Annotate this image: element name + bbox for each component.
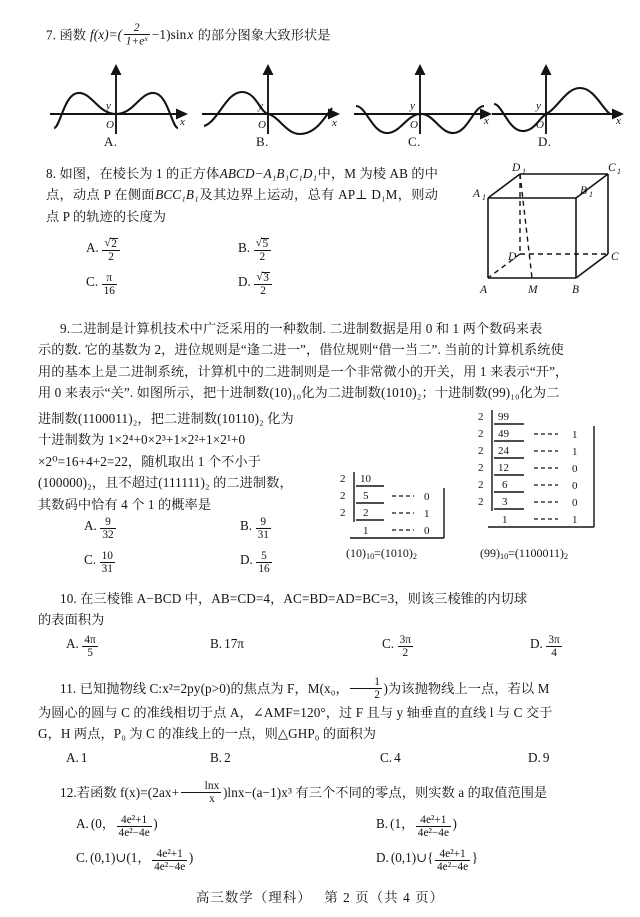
- q8-option-d-value: √ $\frac{3}{2}$: [254, 272, 272, 298]
- q12-option-b[interactable]: [376, 814, 457, 840]
- q11-option-d-label: D.: [528, 750, 541, 765]
- q11-option-a-value: 1: [80, 750, 88, 765]
- q7-graph-a: [44, 62, 192, 140]
- q7-figure-c: [348, 62, 496, 149]
- q7-graph-c: [348, 62, 496, 140]
- q8-face-name: BCC₁B₁: [155, 187, 199, 203]
- question-7-stem: [46, 22, 606, 48]
- q11-option-b-value: 2: [224, 750, 231, 765]
- q7-stem-suffix: 的部分图象大致形状是: [197, 27, 331, 43]
- q8-option-c-label: C.: [86, 274, 99, 289]
- q7-label-b: B.: [256, 134, 269, 149]
- svg-text:1: 1: [424, 508, 430, 520]
- svg-text:M: M: [528, 284, 538, 296]
- q12-option-b-suffix: ): [452, 816, 457, 831]
- q7-graph-b: [196, 62, 344, 140]
- q10-option-d[interactable]: [530, 634, 563, 660]
- q9-option-b-value: $\frac{9}{31}$: [257, 516, 269, 542]
- svg-text:1: 1: [522, 167, 526, 176]
- q8-option-c[interactable]: [86, 272, 238, 298]
- q12-option-b-fraction: $\frac{\text{4e²+1}}{\text{4e²−4e}}$: [417, 814, 449, 840]
- q7-stem-prefix: 函数: [59, 27, 87, 43]
- svg-text:1: 1: [572, 429, 578, 441]
- svg-text:D: D: [508, 251, 517, 263]
- q8-option-d[interactable]: [238, 272, 273, 298]
- q7-label-d: D.: [538, 134, 552, 149]
- q8-option-a[interactable]: [86, 238, 238, 264]
- q9-line-7: ×2⁰=16+4+2=22，随机取出 1 个不小于: [38, 453, 262, 469]
- svg-text:3: 3: [502, 496, 508, 508]
- q9-option-d-value: $\frac{5}{16}$: [258, 550, 270, 576]
- q11-number: 11.: [60, 680, 77, 696]
- svg-text:x: x: [180, 116, 185, 128]
- svg-text:1: 1: [502, 514, 508, 526]
- question-8-stem: [46, 163, 438, 227]
- svg-text:49: 49: [498, 428, 509, 440]
- q11-options: [66, 748, 549, 768]
- q9-line-8: (100000)₂，且不超过(111111)₂ 的二进制数，: [38, 475, 293, 491]
- sqrt-icon: √ 2: [104, 238, 118, 250]
- q10-option-d-label: D.: [530, 636, 543, 651]
- q12-line-1: 12.若函数 f(x)=(2ax+ $\frac{\ln x}{x}$ )lnx−(a−1)x³ 有三个不同的零点，则实数 a 的取值范围是: [60, 780, 548, 806]
- svg-text:O: O: [106, 119, 114, 131]
- sqrt-icon: √ 5: [256, 238, 270, 250]
- q10-option-c-label: C.: [382, 636, 395, 651]
- q10-line-2: 的表面积为: [38, 612, 105, 628]
- question-9-stem-wide: [38, 318, 608, 404]
- q7-fraction: $\frac{2}{1+e^x}$: [125, 22, 148, 48]
- q9-caption-10: (10)10=(1010)2: [346, 546, 417, 562]
- svg-text:2: 2: [478, 428, 484, 440]
- q12-option-a-fraction: $\frac{\text{4e²+1}}{\text{4e²−4e}}$: [118, 814, 150, 840]
- q12-option-d-prefix: (0,1)∪{: [390, 850, 434, 865]
- q11-option-b[interactable]: [210, 748, 380, 768]
- q9-line-6: 十进制数为 1×2⁴+0×2³+1×2²+1×2¹+0: [38, 432, 246, 448]
- svg-text:2: 2: [478, 445, 484, 457]
- q9-options-row2: [84, 550, 273, 576]
- footer-subject: 高三数学（理科）: [195, 890, 312, 905]
- q8-line2a: AB 的中点，动点 P 在侧面: [46, 166, 438, 203]
- q10-number: 10.: [60, 591, 77, 606]
- q12-option-a[interactable]: [76, 814, 376, 840]
- q9-caption-99: (99)10=(1100011)2: [480, 546, 569, 562]
- division-ladder-99: [478, 408, 610, 540]
- svg-text:24: 24: [498, 445, 509, 457]
- q11-half-fraction: $\frac{1}{2}$: [350, 676, 382, 702]
- q7-function-expr: f(x)=( $\frac{2}{1+e^x}$ −1)sinx: [89, 22, 194, 48]
- q8-solid-name: ABCD−A₁B₁C₁D₁: [219, 166, 318, 181]
- q12-option-c[interactable]: [76, 848, 376, 874]
- q8-options-row2: [86, 272, 273, 298]
- q8-line2b: 及其边界上运动，总有 AP⊥: [199, 187, 368, 203]
- svg-text:O: O: [258, 119, 266, 131]
- q11-option-c-label: C.: [380, 750, 393, 765]
- q12-option-d-suffix: }: [471, 850, 479, 865]
- svg-text:x: x: [484, 115, 489, 127]
- svg-text:1: 1: [617, 167, 621, 176]
- q8-line1: 如图，在棱长为 1 的正方体: [59, 166, 220, 181]
- q12-options-row2: [76, 848, 478, 874]
- q10-option-c[interactable]: [382, 634, 530, 660]
- svg-text:C: C: [611, 251, 619, 263]
- q11-option-d-value: 9: [542, 750, 550, 765]
- q8-option-b-label: B.: [238, 240, 251, 255]
- svg-text:y: y: [410, 100, 415, 112]
- q9-line-3: 用的基本上是二进制系统，计算机中的二进制则是一个非常微小的开关，用 1 来表示“开”，: [38, 363, 569, 379]
- q10-option-a-value: $\frac{4\pi}{5}$: [84, 634, 96, 660]
- svg-text:D: D: [512, 162, 521, 174]
- svg-text:B: B: [580, 185, 588, 197]
- cube-diagram: [468, 160, 628, 300]
- q12-option-c-prefix: (0,1)∪(1，: [90, 850, 151, 865]
- q9-options-row1: [84, 516, 272, 542]
- q9-line-5: 进制数(1100011)₂，把二进制数(10110)₂ 化为: [38, 411, 294, 426]
- q7-label-a: A.: [104, 134, 118, 149]
- svg-text:A: A: [480, 284, 488, 296]
- q11-option-b-label: B.: [210, 750, 223, 765]
- svg-text:1: 1: [363, 525, 369, 537]
- svg-text:C: C: [608, 162, 616, 174]
- q8-option-d-label: D.: [238, 274, 251, 289]
- q9-option-b[interactable]: [240, 516, 272, 542]
- q9-option-a-value: $\frac{9}{32}$: [102, 516, 114, 542]
- q12-options-row1: [76, 814, 457, 840]
- q8-option-a-value: √ $\frac{2}{2}$: [102, 238, 120, 264]
- page-footer: [0, 886, 640, 906]
- q12-option-a-label: A.: [76, 816, 89, 831]
- question-12-stem: [38, 780, 620, 806]
- svg-text:2: 2: [478, 496, 484, 508]
- q9-binary-table-10: [340, 470, 462, 544]
- svg-text:2: 2: [340, 490, 346, 502]
- svg-text:x: x: [332, 117, 337, 129]
- q9-option-c-label: C.: [84, 552, 97, 567]
- q10-option-a-label: A.: [66, 636, 79, 651]
- svg-text:10: 10: [360, 473, 371, 485]
- q12-option-d[interactable]: [376, 848, 478, 874]
- q11-option-d[interactable]: [528, 748, 549, 768]
- q11-line-2: 为圆心的圆与 C 的准线相切于点 A，∠AMF=120°，过 F 且与 y 轴垂直的直线 l 与 C 交于: [38, 704, 553, 720]
- q7-figure-d: [486, 62, 634, 149]
- q7-figure-a: [44, 62, 192, 149]
- q8-line3: D₁M，则动点 P 的轨迹的长度为: [46, 187, 438, 224]
- svg-text:2: 2: [363, 507, 369, 519]
- q11-option-a[interactable]: [66, 748, 210, 768]
- svg-text:y: y: [258, 100, 263, 112]
- svg-text:O: O: [536, 119, 544, 131]
- q12-option-c-label: C.: [76, 850, 89, 865]
- q12-lnx-fraction: $\frac{\ln x}{x}$: [181, 780, 222, 806]
- svg-text:x: x: [616, 115, 621, 127]
- svg-text:2: 2: [478, 479, 484, 491]
- svg-text:2: 2: [340, 507, 346, 519]
- svg-text:A: A: [473, 188, 481, 200]
- svg-text:99: 99: [498, 411, 509, 423]
- svg-text:y: y: [106, 100, 111, 112]
- question-11-stem: [38, 676, 620, 744]
- q10-option-b-label: B.: [210, 636, 223, 651]
- q8-line1-tail: 中，M 为棱: [317, 166, 387, 181]
- svg-text:2: 2: [340, 473, 346, 485]
- svg-text:6: 6: [502, 479, 508, 491]
- q11-option-c-value: 4: [394, 750, 401, 765]
- svg-text:1: 1: [572, 446, 578, 458]
- q9-binary-table-99: [478, 408, 610, 540]
- q8-option-c-value: $\frac{\pi}{16}$: [103, 272, 115, 298]
- q8-number: 8.: [46, 166, 57, 181]
- q12-number: 12.: [60, 784, 77, 800]
- svg-text:0: 0: [572, 497, 578, 509]
- q8-option-b[interactable]: [238, 238, 273, 264]
- q9-line-2: 示的数. 它的基数为 2，进位规则是“逢二进一”，借位规则“借一当二”. 当前的计算机系统使: [38, 342, 564, 358]
- q8-options-row1: [86, 238, 273, 264]
- q7-label-c: C.: [408, 134, 421, 149]
- q9-option-c[interactable]: [84, 550, 240, 576]
- q9-option-a-label: A.: [84, 518, 97, 533]
- svg-text:0: 0: [424, 491, 430, 503]
- q12-option-c-fraction: $\frac{\text{4e²+1}}{\text{4e²−4e}}$: [154, 848, 186, 874]
- svg-text:1: 1: [589, 190, 593, 199]
- q9-line-1: 9.二进制是计算机技术中广泛采用的一种数制. 二进制数据是用 0 和 1 两个数码来表: [60, 321, 543, 336]
- q9-option-d-label: D.: [240, 552, 253, 567]
- q9-number: 9.: [60, 321, 71, 336]
- division-ladder-10: [340, 470, 462, 544]
- svg-text:B: B: [572, 284, 580, 296]
- q12-option-c-suffix: ): [188, 850, 194, 865]
- sqrt-icon: √ 3: [256, 272, 270, 284]
- q11-line-3: G，H 两点，P₀ 为 C 的准线上的一点，则△GHP₀ 的面积为: [38, 725, 377, 741]
- svg-text:1: 1: [482, 193, 486, 202]
- q9-line-4: 用 0 来表示“关”. 如图所示，把十进制数(10)₁₀化为二进制数(1010)₂；十进制数(99)₁₀化为二: [38, 385, 560, 401]
- footer-page-number: 第 2 页（共 4 页）: [324, 890, 445, 905]
- question-10-stem: [38, 588, 618, 631]
- q9-option-a[interactable]: [84, 516, 240, 542]
- svg-text:0: 0: [572, 463, 578, 475]
- svg-text:12: 12: [498, 462, 509, 474]
- q10-options: [66, 634, 563, 660]
- q11-line-1: 11. 已知抛物线 C:x²=2py(p>0)的焦点为 F，M(x₀， $\frac{1}{2}$ )为该抛物线上一点，若以 M: [60, 676, 550, 702]
- svg-text:2: 2: [478, 411, 484, 423]
- q10-option-b[interactable]: [210, 634, 382, 660]
- svg-text:O: O: [410, 119, 418, 131]
- q12-option-a-suffix: ): [153, 816, 158, 831]
- q8-cube-figure: [468, 160, 628, 300]
- q7-figure-b: [196, 62, 344, 149]
- q12-option-b-prefix: (1，: [390, 816, 415, 831]
- q8-option-a-label: A.: [86, 240, 99, 255]
- q9-line-9: 其数码中恰有 4 个 1 的概率是: [38, 496, 212, 512]
- q12-option-d-fraction: $\frac{\text{4e²+1}}{\text{4e²−4e}}$: [436, 848, 469, 874]
- q9-option-b-label: B.: [240, 518, 253, 533]
- q9-option-d[interactable]: [240, 550, 273, 576]
- q12-option-a-prefix: (0，: [90, 816, 116, 831]
- svg-text:2: 2: [478, 462, 484, 474]
- q12-option-d-label: D.: [376, 850, 389, 865]
- q10-option-c-value: $\frac{3\pi}{2}$: [399, 634, 411, 660]
- q11-option-a-label: A.: [66, 750, 79, 765]
- q10-option-b-value: 17π: [224, 636, 244, 651]
- svg-text:1: 1: [572, 514, 578, 526]
- q10-option-d-value: $\frac{3\pi}{4}$: [548, 634, 560, 660]
- svg-text:0: 0: [572, 480, 578, 492]
- q7-number: 7.: [46, 27, 57, 43]
- q7-graph-d: [486, 62, 634, 140]
- q9-option-c-value: $\frac{10}{31}$: [101, 550, 113, 576]
- svg-text:5: 5: [363, 490, 369, 502]
- q10-line-1: 10. 在三棱锥 A−BCD 中，AB=CD=4，AC=BD=AD=BC=3，则该三棱锥的内切球: [60, 591, 528, 606]
- q8-option-b-value: √ $\frac{5}{2}$: [254, 238, 272, 264]
- question-9-stem-narrow: [38, 408, 348, 515]
- q12-option-b-label: B.: [376, 816, 389, 831]
- q10-option-a[interactable]: [66, 634, 210, 660]
- q11-option-c[interactable]: [380, 748, 528, 768]
- svg-text:0: 0: [424, 525, 430, 537]
- svg-text:y: y: [536, 100, 541, 112]
